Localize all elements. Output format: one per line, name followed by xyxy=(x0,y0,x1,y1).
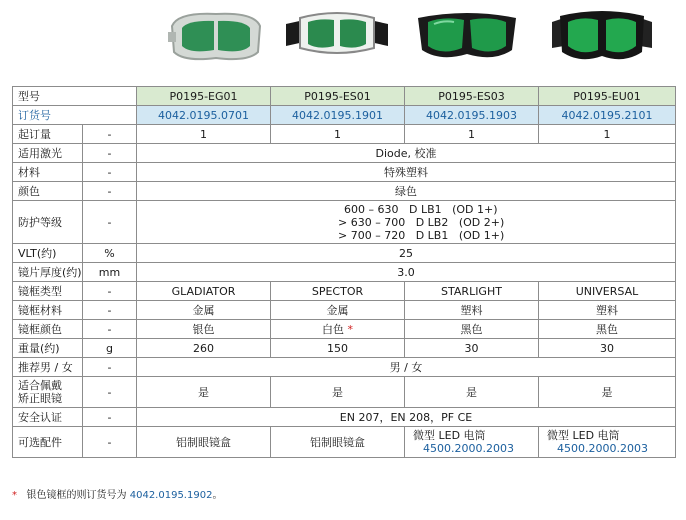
order-1: 4042.0195.0701 xyxy=(137,106,271,125)
frame-type-4: UNIVERSAL xyxy=(539,282,676,301)
unit-color: - xyxy=(83,182,137,201)
thickness-value: 3.0 xyxy=(137,263,676,282)
label-model: 型号 xyxy=(13,87,137,106)
frame-color-3: 黑色 xyxy=(405,320,539,339)
starlight-goggles-image xyxy=(414,6,520,68)
footnote-star: * xyxy=(12,490,17,501)
unit-gender: - xyxy=(83,358,137,377)
label-rx-line-1: 适合佩戴 xyxy=(18,379,62,392)
frame-material-4: 塑料 xyxy=(539,301,676,320)
unit-frame-type: - xyxy=(83,282,137,301)
accessory-4-name: 微型 LED 电筒 xyxy=(547,429,620,442)
label-moq: 起订量 xyxy=(13,125,83,144)
row-material xyxy=(13,163,676,182)
gladiator-goggles-image xyxy=(168,6,264,68)
accessory-3-name: 微型 LED 电筒 xyxy=(413,429,486,442)
rx-3: 是 xyxy=(405,377,539,408)
accessory-2: 铝制眼镜盒 xyxy=(271,427,405,458)
gender-value: 男 / 女 xyxy=(137,358,676,377)
model-4: P0195-EU01 xyxy=(539,87,676,106)
spec-table xyxy=(12,86,676,458)
row-weight xyxy=(13,339,676,358)
laser-value: Diode, 校准 xyxy=(137,144,676,163)
weight-3: 30 xyxy=(405,339,539,358)
unit-material: - xyxy=(83,163,137,182)
row-accessory xyxy=(13,427,676,458)
footnote-code: 4042.0195.1902 xyxy=(129,490,213,501)
row-thickness xyxy=(13,263,676,282)
weight-4: 30 xyxy=(539,339,676,358)
frame-material-3: 塑料 xyxy=(405,301,539,320)
row-color xyxy=(13,182,676,201)
moq-1: 1 xyxy=(137,125,271,144)
order-2: 4042.0195.1901 xyxy=(271,106,405,125)
frame-material-2: 金属 xyxy=(271,301,405,320)
row-moq xyxy=(13,125,676,144)
row-vlt xyxy=(13,244,676,263)
label-frame-material: 镜框材料 xyxy=(13,301,83,320)
footnote xyxy=(12,486,222,501)
label-accessory: 可选配件 xyxy=(13,427,83,458)
row-laser xyxy=(13,144,676,163)
frame-color-1: 银色 xyxy=(137,320,271,339)
row-order-number xyxy=(13,106,676,125)
label-vlt: VLT(约) xyxy=(13,244,83,263)
order-3: 4042.0195.1903 xyxy=(405,106,539,125)
row-frame-type xyxy=(13,282,676,301)
label-cert: 安全认证 xyxy=(13,408,83,427)
row-frame-color xyxy=(13,320,676,339)
frame-material-1: 金属 xyxy=(137,301,271,320)
accessory-4 xyxy=(539,427,676,458)
protection-line-1: 600 – 630 D LB1 (OD 1+) xyxy=(344,202,498,216)
order-4: 4042.0195.2101 xyxy=(539,106,676,125)
protection-value xyxy=(137,201,676,244)
rx-2: 是 xyxy=(271,377,405,408)
label-rx xyxy=(13,377,83,408)
footnote-end: 。 xyxy=(212,490,223,501)
accessory-3-code: 4500.2000.2003 xyxy=(423,442,514,455)
label-laser: 适用激光 xyxy=(13,144,83,163)
cert-value: EN 207，EN 208，PF CE xyxy=(137,408,676,427)
label-order-number: 订货号 xyxy=(13,106,137,125)
frame-color-star: * xyxy=(347,322,353,336)
moq-4: 1 xyxy=(539,125,676,144)
vlt-value: 25 xyxy=(137,244,676,263)
rx-4: 是 xyxy=(539,377,676,408)
label-frame-type: 镜框类型 xyxy=(13,282,83,301)
accessory-4-code: 4500.2000.2003 xyxy=(557,442,648,455)
frame-type-1: GLADIATOR xyxy=(137,282,271,301)
frame-color-2 xyxy=(271,320,405,339)
moq-3: 1 xyxy=(405,125,539,144)
unit-thickness: mm xyxy=(83,263,137,282)
unit-weight: g xyxy=(83,339,137,358)
row-rx xyxy=(13,377,676,408)
moq-2: 1 xyxy=(271,125,405,144)
unit-cert: - xyxy=(83,408,137,427)
accessory-1: 铝制眼镜盒 xyxy=(137,427,271,458)
label-gender: 推荐男 / 女 xyxy=(13,358,83,377)
frame-color-4: 黑色 xyxy=(539,320,676,339)
weight-2: 150 xyxy=(271,339,405,358)
product-images xyxy=(0,6,686,84)
frame-color-2-text: 白色 xyxy=(322,322,344,336)
label-weight: 重量(约) xyxy=(13,339,83,358)
label-color: 颜色 xyxy=(13,182,83,201)
unit-moq: - xyxy=(83,125,137,144)
footnote-text: 银色镜框的则订货号为 xyxy=(26,490,127,501)
label-frame-color: 镜框颜色 xyxy=(13,320,83,339)
spector-goggles-image xyxy=(284,6,390,64)
label-material: 材料 xyxy=(13,163,83,182)
protection-line-3: > 700 – 720 D LB1 (OD 1+) xyxy=(338,228,505,242)
universal-goggles-image xyxy=(550,6,654,70)
row-frame-material xyxy=(13,301,676,320)
material-value: 特殊塑料 xyxy=(137,163,676,182)
frame-type-3: STARLIGHT xyxy=(405,282,539,301)
unit-rx: - xyxy=(83,377,137,408)
color-value: 绿色 xyxy=(137,182,676,201)
label-thickness: 镜片厚度(约) xyxy=(13,263,83,282)
frame-type-2: SPECTOR xyxy=(271,282,405,301)
unit-accessory: - xyxy=(83,427,137,458)
rx-1: 是 xyxy=(137,377,271,408)
model-2: P0195-ES01 xyxy=(271,87,405,106)
unit-vlt: % xyxy=(83,244,137,263)
unit-laser: - xyxy=(83,144,137,163)
row-gender xyxy=(13,358,676,377)
unit-frame-color: - xyxy=(83,320,137,339)
model-3: P0195-ES03 xyxy=(405,87,539,106)
weight-1: 260 xyxy=(137,339,271,358)
row-cert xyxy=(13,408,676,427)
protection-line-2: > 630 – 700 D LB2 (OD 2+) xyxy=(338,215,505,229)
unit-protection: - xyxy=(83,201,137,244)
label-protection: 防护等级 xyxy=(13,201,83,244)
row-protection xyxy=(13,201,676,244)
row-model xyxy=(13,87,676,106)
model-1: P0195-EG01 xyxy=(137,87,271,106)
accessory-3 xyxy=(405,427,539,458)
unit-frame-material: - xyxy=(83,301,137,320)
label-rx-line-2: 矫正眼镜 xyxy=(18,392,62,405)
